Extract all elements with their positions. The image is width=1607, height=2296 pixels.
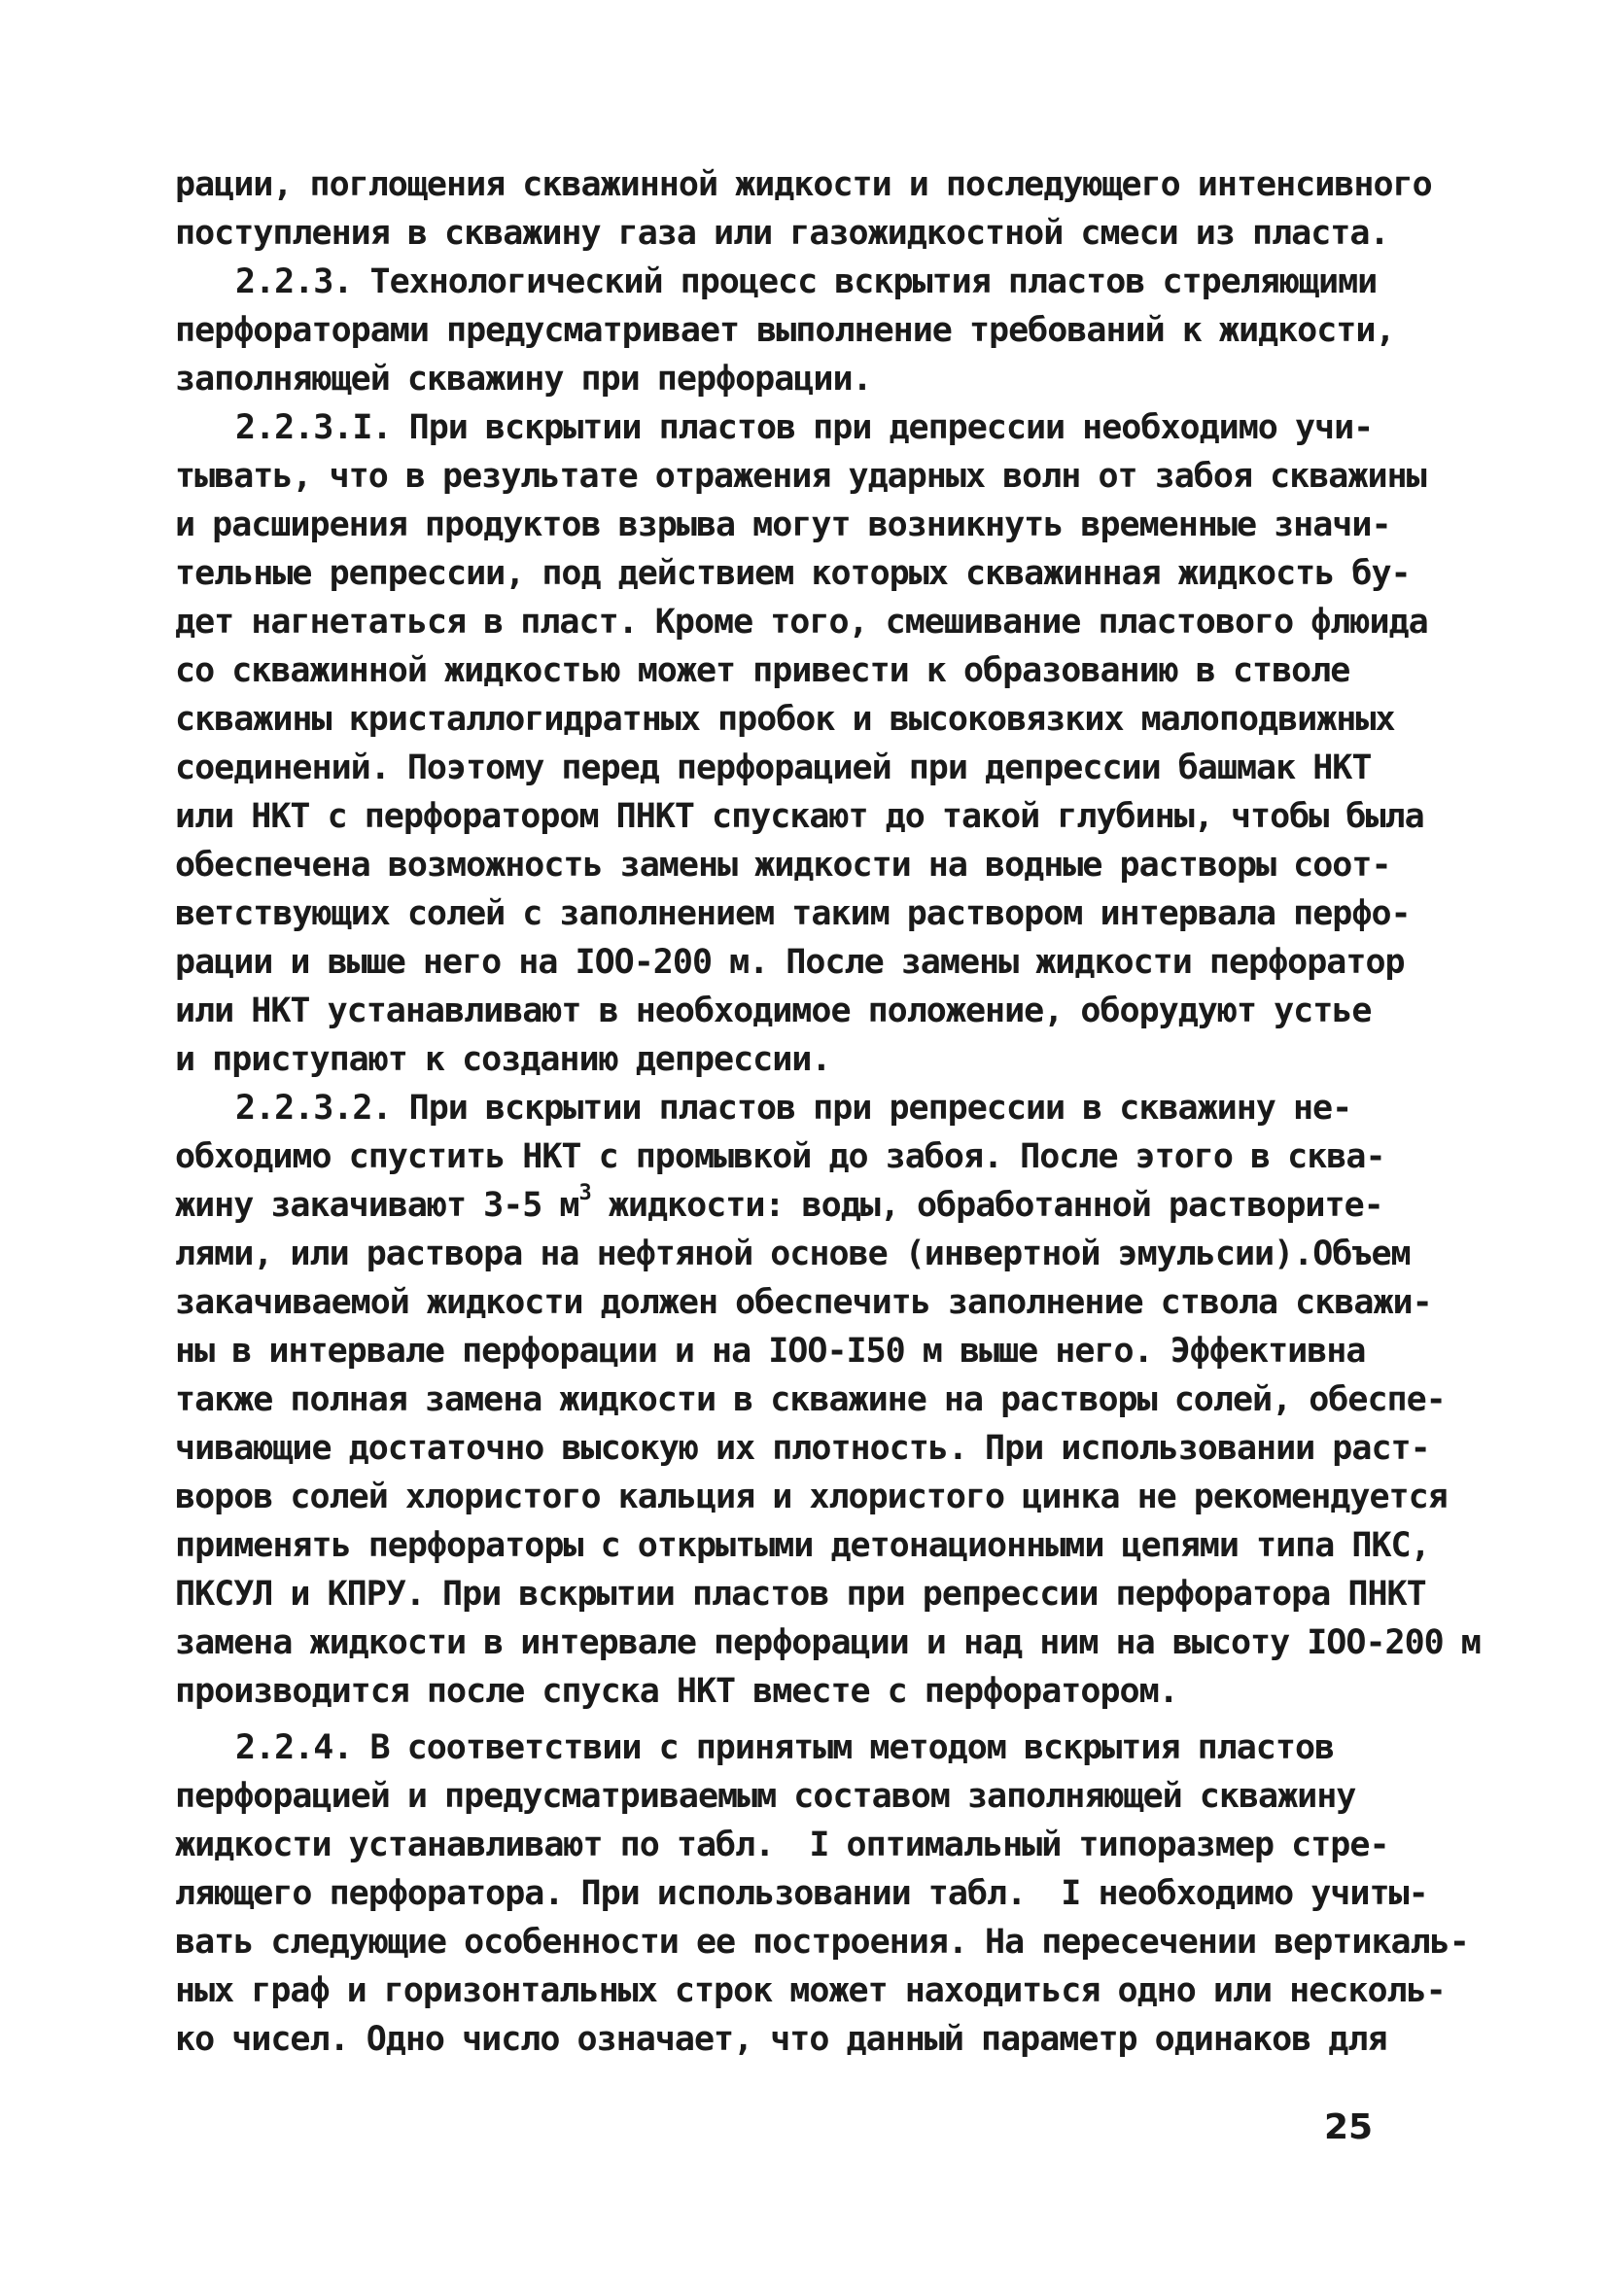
- text-line: рации и выше него на IOO-200 м. После замены жидкости перфоратор: [175, 943, 1405, 982]
- text-line: закачиваемой жидкости должен обеспечить заполнение ствола скважи-: [175, 1283, 1432, 1322]
- text-line: ПКСУЛ и КПРУ. При вскрытии пластов при репрессии перфоратора ПНКТ: [175, 1575, 1426, 1614]
- text-line: ляющего перфоратора. При использовании табл. I необходимо учиты-: [175, 1874, 1428, 1913]
- text-line: ветствующих солей с заполнением таким раствором интервала перфо-: [175, 894, 1411, 933]
- text-line: ных граф и горизонтальных строк может находиться одно или несколь-: [175, 1971, 1446, 2010]
- text-line: рации, поглощения скважинной жидкости и последующего интенсивного: [175, 165, 1432, 204]
- text-line: дет нагнетаться в пласт. Кроме того, смешивание пластового флюида: [175, 603, 1428, 642]
- text-line: воров солей хлористого кальция и хлористого цинка не рекомендуется: [175, 1478, 1448, 1516]
- text-line: чивающие достаточно высокую их плотность. При использовании раст-: [175, 1429, 1430, 1468]
- text-line: и расширения продуктов взрыва могут возникнуть временные значи-: [175, 505, 1391, 544]
- text-line: тывать, что в результате отражения ударных волн от забоя скважины: [175, 457, 1426, 496]
- text-line: также полная замена жидкости в скважине на растворы солей, обеспе-: [175, 1380, 1446, 1419]
- text-line: вать следующие особенности ее построения. На пересечении вертикаль-: [175, 1923, 1469, 1962]
- body-text: [175, 160, 1481, 2064]
- text-line: обеспечена возможность замены жидкости на водные растворы соот-: [175, 846, 1391, 885]
- section-heading-2-2-4: 2.2.4. В соответствии с принятым методом вскрытия пластов: [235, 1728, 1335, 1767]
- text-fragment: жидкости: воды, обработанной растворите-: [590, 1186, 1383, 1225]
- text-line: или НКТ с перфоратором ПНКТ спускают до такой глубины, чтобы была: [175, 797, 1424, 836]
- text-line: скважины кристаллогидратных пробок и высоковязких малоподвижных: [175, 700, 1395, 739]
- text-line: или НКТ устанавливают в необходимое положение, оборудуют устье: [175, 991, 1372, 1030]
- section-heading-2-2-3-1: 2.2.3.I. При вскрытии пластов при депрессии необходимо учи-: [235, 408, 1374, 447]
- section-heading-2-2-3: 2.2.3. Технологический процесс вскрытия пластов стреляющими: [235, 262, 1378, 301]
- text-line: перфорацией и предусматриваемым составом заполняющей скважину: [175, 1777, 1356, 1816]
- text-line-with-superscript: [175, 1181, 1478, 1230]
- text-line: жидкости устанавливают по табл. I оптимальный типоразмер стре-: [175, 1826, 1389, 1864]
- text-line: со скважинной жидкостью может привести к образованию в стволе: [175, 651, 1350, 690]
- text-line: и приступают к созданию депрессии.: [175, 1040, 831, 1079]
- text-line: замена жидкости в интервале перфорации и над ним на высоту IOO-200 м: [175, 1623, 1481, 1662]
- text-fragment: жину закачивают 3-5 м: [175, 1186, 579, 1225]
- text-line: производится после спуска НКТ вместе с перфоратором.: [175, 1672, 1178, 1711]
- text-line: применять перфораторы с открытыми детонационными цепями типа ПКС,: [175, 1526, 1430, 1565]
- text-line: ко чисел. Одно число означает, что данный параметр одинаков для: [175, 2020, 1387, 2059]
- text-line: соединений. Поэтому перед перфорацией при депрессии башмак НКТ: [175, 748, 1372, 787]
- text-line: обходимо спустить НКТ с промывкой до забоя. После этого в сква-: [175, 1137, 1385, 1176]
- text-line: ны в интервале перфорации и на IOO-I50 м выше него. Эффективна: [175, 1332, 1366, 1371]
- text-line: заполняющей скважину при перфорации.: [175, 360, 872, 399]
- superscript-exponent: 3: [578, 1181, 591, 1206]
- text-line: лями, или раствора на нефтяной основе (инвертной эмульсии).Объем: [175, 1235, 1411, 1273]
- text-line: поступления в скважину газа или газожидкостной смеси из пласта.: [175, 214, 1389, 253]
- text-line: тельные репрессии, под действием которых скважинная жидкость бу-: [175, 554, 1411, 593]
- section-heading-2-2-3-2: 2.2.3.2. При вскрытии пластов при репрессии в скважину не-: [235, 1089, 1352, 1128]
- page-number: 25: [1324, 2107, 1374, 2147]
- text-line: перфораторами предусматривает выполнение требований к жидкости,: [175, 311, 1395, 350]
